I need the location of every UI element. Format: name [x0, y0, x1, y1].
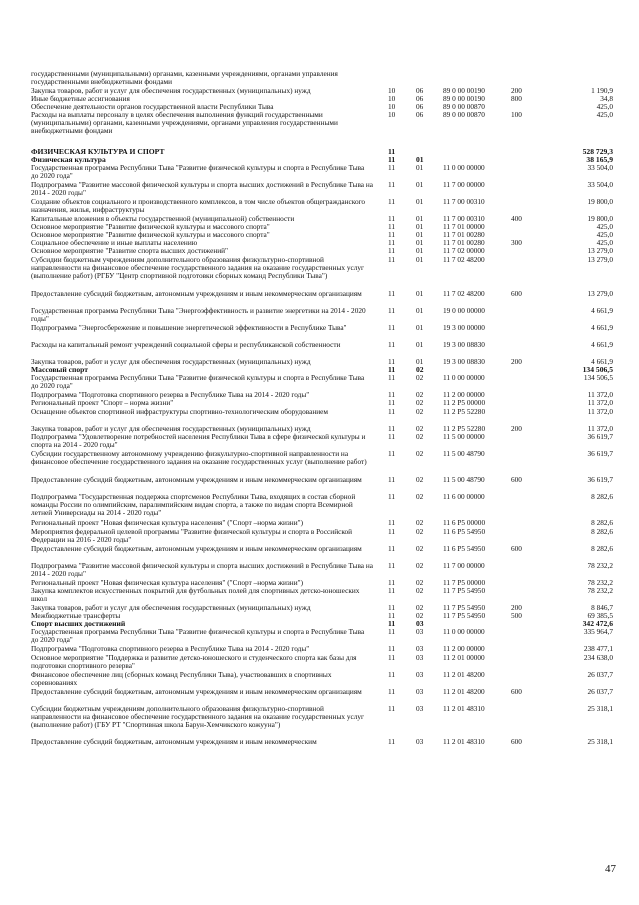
expense-type-code: 200	[511, 357, 522, 366]
section-code: 11	[388, 603, 396, 612]
subsection-code: 01	[416, 246, 424, 255]
amount: 134 506,5	[583, 373, 613, 382]
amount: 528 729,3	[582, 147, 613, 156]
row-name: Предоставление субсидий бюджетным, автономным учреждениям и иным некоммерческим организациям	[31, 289, 362, 298]
section-code: 11	[388, 197, 396, 206]
row-name: Капитальные вложения в объекты государственной (муниципальной) собственности	[31, 214, 295, 223]
row-name: Спорт высших достижений	[31, 619, 126, 628]
row-name: Предоставление субсидий бюджетным, автономным учреждениям и иным некоммерческим организациям	[31, 544, 362, 553]
target-article-code: 11 7 02 00000	[443, 246, 485, 255]
row-name: Предоставление субсидий бюджетным, автономным учреждениям и иным некоммерческим организациям	[31, 475, 362, 484]
section-code: 11	[388, 619, 396, 628]
amount: 25 318,1	[587, 737, 613, 746]
amount: 8 282,6	[591, 527, 613, 536]
section-code: 11	[388, 230, 396, 239]
row-name: Подпрограмма "Подготовка спортивного резерва в Республике Тыва на 2014 - 2020 годы"	[31, 644, 310, 653]
section-code: 11	[388, 163, 396, 172]
target-article-code: 19 3 00 08830	[443, 340, 485, 349]
expense-type-code: 300	[511, 238, 522, 247]
subsection-code: 02	[416, 365, 424, 374]
target-article-code: 11 6 P5 00000	[443, 518, 486, 527]
subsection-code: 01	[416, 230, 424, 239]
subsection-code: 01	[416, 255, 424, 264]
amount: 26 037,7	[587, 687, 613, 696]
section-code: 11	[388, 653, 396, 662]
section-code: 11	[388, 670, 396, 679]
subsection-code: 01	[416, 357, 424, 366]
subsection-code: 02	[416, 586, 424, 595]
subsection-code: 02	[416, 390, 424, 399]
row-name: Подпрограмма "Государственная поддержка спортсменов Республики Тыва, входящих в состав сборной команды России по олимпийским, паралимпийским видам спорта, а также по видам спорта Всемирной летней Универсиады на 2014 - 2020 годы"	[31, 492, 356, 518]
row-name: Основное мероприятие "Развитие физической культуры и массового спорта"	[31, 230, 270, 239]
section-code: 11	[388, 365, 396, 374]
subsection-code: 02	[416, 611, 424, 620]
target-article-code: 89 0 00 00190	[443, 86, 485, 95]
amount: 19 800,0	[587, 197, 613, 206]
section-code: 11	[388, 323, 396, 332]
target-article-code: 11 2 01 48200	[443, 670, 485, 679]
target-article-code: 11 7 02 48200	[443, 255, 485, 264]
section-code: 11	[388, 398, 396, 407]
amount: 11 372,0	[587, 407, 613, 416]
amount: 425,0	[596, 238, 613, 247]
subsection-code: 06	[416, 86, 424, 95]
section-code: 11	[388, 561, 396, 570]
subsection-code: 02	[416, 373, 424, 382]
section-code: 11	[388, 586, 396, 595]
amount: 36 619,7	[587, 475, 613, 484]
target-article-code: 11 7 01 00280	[443, 238, 485, 247]
section-code: 11	[388, 147, 396, 156]
row-name: Межбюджетные трансферты	[31, 611, 121, 620]
subsection-code: 03	[416, 704, 424, 713]
section-code: 11	[388, 644, 396, 653]
section-code: 11	[388, 390, 396, 399]
row-name: Государственная программа Республики Тыва "Развитие физической культуры и спорта в Республике Тыва до 2020 года"	[31, 627, 365, 645]
target-article-code: 19 3 00 08830	[443, 357, 485, 366]
section-code: 11	[388, 238, 396, 247]
section-code: 11	[388, 180, 396, 189]
amount: 78 232,2	[587, 586, 613, 595]
row-name: Основное мероприятие "Развитие физической культуры и массового спорта"	[31, 222, 270, 231]
amount: 238 477,1	[583, 644, 613, 653]
subsection-code: 01	[416, 214, 424, 223]
amount: 25 318,1	[587, 704, 613, 713]
row-name: Региональный проект "Новая физическая культура населения" ("Спорт –норма жизни")	[31, 578, 304, 587]
subsection-code: 03	[416, 627, 424, 636]
row-name: Закупка товаров, работ и услуг для обеспечения государственных (муниципальных) нужд	[31, 86, 311, 95]
amount: 335 964,7	[583, 627, 613, 636]
row-name: Региональный проект "Спорт – норма жизни"	[31, 398, 174, 407]
target-article-code: 11 0 00 00000	[443, 627, 485, 636]
target-article-code: 11 7 P5 00000	[443, 578, 486, 587]
target-article-code: 11 7 00 00310	[443, 197, 485, 206]
section-code: 11	[388, 222, 396, 231]
amount: 78 232,2	[587, 578, 613, 587]
target-article-code: 11 0 00 00000	[443, 163, 485, 172]
section-code: 11	[388, 544, 396, 553]
row-name: Подпрограмма "Подготовка спортивного резерва в Республике Тыва на 2014 - 2020 годы"	[31, 390, 310, 399]
row-name: Расходы на выплаты персоналу в целях обеспечения выполнения функций государственными (муниципальными) органами, казенными учреждениями, органами управления государственными внебюджетными фондами	[31, 110, 338, 136]
subsection-code: 01	[416, 238, 424, 247]
subsection-code: 01	[416, 197, 424, 206]
row-name: Субсидии бюджетным учреждениям дополнительного образования физкультурно-спортивной направленности на финансовое обеспечение государственного задания на оказание государственных услуг (выполнение работ) (ГБУ РТ "Спортивная школа Барун-Хемчикского кожууна")	[31, 704, 364, 730]
subsection-code: 03	[416, 644, 424, 653]
expense-type-code: 100	[511, 110, 522, 119]
subsection-code: 01	[416, 222, 424, 231]
expense-type-code: 200	[511, 86, 522, 95]
amount: 425,0	[596, 102, 613, 111]
expense-type-code: 400	[511, 214, 522, 223]
subsection-code: 03	[416, 670, 424, 679]
row-name: Иные бюджетные ассигнования	[31, 94, 130, 103]
subsection-code: 02	[416, 578, 424, 587]
section-code: 11	[388, 246, 396, 255]
target-article-code: 11 6 00 00000	[443, 492, 485, 501]
amount: 36 619,7	[587, 432, 613, 441]
target-article-code: 11 5 00 48790	[443, 475, 485, 484]
section-code: 11	[388, 255, 396, 264]
row-name: Закупка товаров, работ и услуг для обеспечения государственных (муниципальных) нужд	[31, 357, 311, 366]
subsection-code: 02	[416, 449, 424, 458]
row-name: Предоставление субсидий бюджетным, автономным учреждениям и иным некоммерческим организациям	[31, 687, 362, 696]
subsection-code: 03	[416, 687, 424, 696]
row-name: Предоставление субсидий бюджетным, автономным учреждениям и иным некоммерческим	[31, 737, 317, 746]
section-code: 11	[388, 492, 396, 501]
subsection-code: 01	[416, 340, 424, 349]
amount: 11 372,0	[587, 398, 613, 407]
amount: 8 282,6	[591, 492, 613, 501]
target-article-code: 11 7 00 00310	[443, 214, 485, 223]
subsection-code: 03	[416, 619, 424, 628]
subsection-code: 03	[416, 737, 424, 746]
amount: 8 282,6	[591, 544, 613, 553]
expense-type-code: 600	[511, 289, 522, 298]
row-name: Государственная программа Республики Тыва "Развитие физической культуры и спорта в Республике Тыва до 2020 года"	[31, 373, 365, 391]
row-name: Субсидии государственному автономному учреждению физкультурно-спортивной направленности на финансовое обеспечение государственного задания на оказание государственных услуг (выполнение работ)	[31, 449, 367, 467]
target-article-code: 11 7 00 00000	[443, 180, 485, 189]
amount: 425,0	[596, 230, 613, 239]
section-code: 11	[388, 155, 396, 164]
amount: 19 800,0	[587, 214, 613, 223]
amount: 13 279,0	[587, 246, 613, 255]
page-number: 47	[605, 863, 616, 875]
expense-type-code: 600	[511, 737, 522, 746]
section-code: 11	[388, 704, 396, 713]
row-name: Субсидии бюджетным учреждениям дополнительного образования физкультурно-спортивной направленности на финансовое обеспечение государственного задания на оказание государственных услуг (выполнение работ) (РГБУ "Центр спортивной подготовки сборных команд Республики Тыва")	[31, 255, 364, 281]
amount: 425,0	[596, 222, 613, 231]
section-code: 10	[388, 86, 396, 95]
subsection-code: 01	[416, 180, 424, 189]
target-article-code: 11 5 00 48790	[443, 449, 485, 458]
target-article-code: 11 2 00 00000	[443, 644, 485, 653]
subsection-code: 02	[416, 398, 424, 407]
subsection-code: 03	[416, 653, 424, 662]
amount: 4 661,9	[591, 340, 613, 349]
amount: 11 372,0	[587, 390, 613, 399]
amount: 13 279,0	[587, 255, 613, 264]
target-article-code: 89 0 00 00870	[443, 102, 485, 111]
target-article-code: 11 2 01 48310	[443, 737, 485, 746]
target-article-code: 11 7 P5 54950	[443, 603, 486, 612]
target-article-code: 89 0 00 00870	[443, 110, 485, 119]
subsection-code: 02	[416, 518, 424, 527]
amount: 8 846,7	[591, 603, 613, 612]
amount: 33 504,0	[587, 180, 613, 189]
section-code: 10	[388, 110, 396, 119]
row-name: Социальное обеспечение и иные выплаты населению	[31, 238, 198, 247]
amount: 36 619,7	[587, 449, 613, 458]
amount: 134 506,5	[582, 365, 613, 374]
row-name: Закупка комплектов искусственных покрытий для футбольных полей для спортивных детско-юношеских школ	[31, 586, 360, 604]
expense-type-code: 800	[511, 94, 522, 103]
section-code: 11	[388, 214, 396, 223]
row-name: Подпрограмма "Развитие массовой физической культуры и спорта высших достижений в Республике Тыва на 2014 - 2020 годы"	[31, 180, 373, 198]
amount: 33 504,0	[587, 163, 613, 172]
amount: 425,0	[596, 110, 613, 119]
section-code: 11	[388, 306, 396, 315]
section-code: 11	[388, 475, 396, 484]
amount: 11 372,0	[587, 424, 613, 433]
row-name: Обеспечение деятельности органов государственной власти Республики Тыва	[31, 102, 274, 111]
amount: 234 638,0	[583, 653, 613, 662]
subsection-code: 02	[416, 603, 424, 612]
target-article-code: 11 2 01 48310	[443, 704, 485, 713]
amount: 38 165,9	[586, 155, 613, 164]
subsection-code: 02	[416, 407, 424, 416]
section-code: 11	[388, 518, 396, 527]
amount: 34,8	[600, 94, 613, 103]
section-code: 11	[388, 407, 396, 416]
amount: 342 472,6	[582, 619, 613, 628]
target-article-code: 11 5 00 00000	[443, 432, 485, 441]
section-code: 11	[388, 527, 396, 536]
section-code: 11	[388, 432, 396, 441]
amount: 26 037,7	[587, 670, 613, 679]
target-article-code: 11 2 01 48200	[443, 687, 485, 696]
amount: 4 661,9	[591, 306, 613, 315]
target-article-code: 11 7 01 00000	[443, 222, 485, 231]
target-article-code: 11 7 02 48200	[443, 289, 485, 298]
target-article-code: 11 7 P5 54950	[443, 611, 486, 620]
subsection-code: 02	[416, 475, 424, 484]
expense-type-code: 600	[511, 475, 522, 484]
section-code: 10	[388, 94, 396, 103]
target-article-code: 11 6 P5 54950	[443, 544, 486, 553]
subsection-code: 02	[416, 492, 424, 501]
target-article-code: 11 2 P5 52280	[443, 424, 486, 433]
amount: 8 282,6	[591, 518, 613, 527]
expense-type-code: 200	[511, 424, 522, 433]
row-name: Региональный проект "Новая физическая культура населения" ("Спорт –норма жизни")	[31, 518, 304, 527]
target-article-code: 11 2 P5 52280	[443, 407, 486, 416]
subsection-code: 01	[416, 155, 424, 164]
section-code: 11	[388, 357, 396, 366]
target-article-code: 19 3 00 00000	[443, 323, 485, 332]
amount: 78 232,2	[587, 561, 613, 570]
section-code: 11	[388, 449, 396, 458]
subsection-code: 01	[416, 163, 424, 172]
expense-type-code: 600	[511, 687, 522, 696]
subsection-code: 06	[416, 110, 424, 119]
row-name: государственными (муниципальными) органами, казенными учреждениями, органами управления государственными внебюджетными фондами	[31, 69, 338, 87]
subsection-code: 02	[416, 432, 424, 441]
row-name: Государственная программа Республики Тыва "Энергоэффективность и развитие энергетики на 2014 - 2020 годы"	[31, 306, 366, 324]
row-name: Финансовое обеспечение лиц (сборных команд Республики Тыва), участвовавших в спортивных соревнованиях	[31, 670, 332, 688]
target-article-code: 11 6 P5 54950	[443, 527, 486, 536]
target-article-code: 11 7 00 00000	[443, 561, 485, 570]
section-code: 11	[388, 373, 396, 382]
section-code: 11	[388, 627, 396, 636]
amount: 69 385,5	[587, 611, 613, 620]
expense-type-code: 200	[511, 603, 522, 612]
target-article-code: 11 2 P5 00000	[443, 398, 486, 407]
section-code: 11	[388, 737, 396, 746]
section-code: 11	[388, 611, 396, 620]
expense-type-code: 600	[511, 544, 522, 553]
row-name: Закупка товаров, работ и услуг для обеспечения государственных (муниципальных) нужд	[31, 603, 311, 612]
row-name: Подпрограмма "Развитие массовой физической культуры и спорта высших достижений в Республике Тыва на 2014 - 2020 годы"	[31, 561, 373, 579]
target-article-code: 11 2 00 00000	[443, 390, 485, 399]
section-code: 11	[388, 424, 396, 433]
section-code: 11	[388, 578, 396, 587]
target-article-code: 89 0 00 00190	[443, 94, 485, 103]
row-name: Государственная программа Республики Тыва "Развитие физической культуры и спорта в Республике Тыва до 2020 года"	[31, 163, 365, 181]
row-name: Физическая культура	[31, 155, 106, 164]
subsection-code: 06	[416, 94, 424, 103]
expense-type-code: 500	[511, 611, 522, 620]
subsection-code: 01	[416, 289, 424, 298]
section-code: 10	[388, 102, 396, 111]
section-code: 11	[388, 687, 396, 696]
row-name: Основное мероприятие "Развитие спорта высших достижений"	[31, 246, 229, 255]
row-name: Подпрограмма "Энергосбережение и повышение энергетической эффективности в Республике Тыва"	[31, 323, 347, 332]
row-name: ФИЗИЧЕСКАЯ КУЛЬТУРА И СПОРТ	[31, 147, 165, 156]
subsection-code: 02	[416, 544, 424, 553]
subsection-code: 06	[416, 102, 424, 111]
subsection-code: 01	[416, 323, 424, 332]
row-name: Основное мероприятие "Поддержка и развитие детско-юношеского и студенческого спорта как базы для подготовки спортивного резерва"	[31, 653, 357, 671]
target-article-code: 11 2 01 00000	[443, 653, 485, 662]
target-article-code: 11 0 00 00000	[443, 373, 485, 382]
row-name: Расходы на капитальный ремонт учреждений социальной сферы и республиканской собственности	[31, 340, 341, 349]
subsection-code: 02	[416, 561, 424, 570]
row-name: Оснащение объектов спортивной инфраструктуры спортивно-технологическим оборудованием	[31, 407, 328, 416]
amount: 4 661,9	[591, 357, 613, 366]
target-article-code: 19 0 00 00000	[443, 306, 485, 315]
target-article-code: 11 7 P5 54950	[443, 586, 486, 595]
row-name: Закупка товаров, работ и услуг для обеспечения государственных (муниципальных) нужд	[31, 424, 311, 433]
section-code: 11	[388, 289, 396, 298]
amount: 13 279,0	[587, 289, 613, 298]
amount: 1 190,9	[591, 86, 613, 95]
amount: 4 661,9	[591, 323, 613, 332]
row-name: Создание объектов социального и производственного комплексов, в том числе объектов общегражданского назначения, жилья, инфраструктуры	[31, 197, 366, 215]
section-code: 11	[388, 340, 396, 349]
subsection-code: 01	[416, 306, 424, 315]
subsection-code: 02	[416, 527, 424, 536]
target-article-code: 11 7 01 00280	[443, 230, 485, 239]
row-name: Массовый спорт	[31, 365, 89, 374]
subsection-code: 02	[416, 424, 424, 433]
row-name: Подпрограмма "Удовлетворение потребностей населения Республики Тыва в сфере физической культуры и спорта на 2014 - 2020 годы"	[31, 432, 366, 450]
row-name: Мероприятия федеральной целевой программы "Развитие физической культуры и спорта в Российской Федерации на 2016 - 2020 годы"	[31, 527, 353, 545]
